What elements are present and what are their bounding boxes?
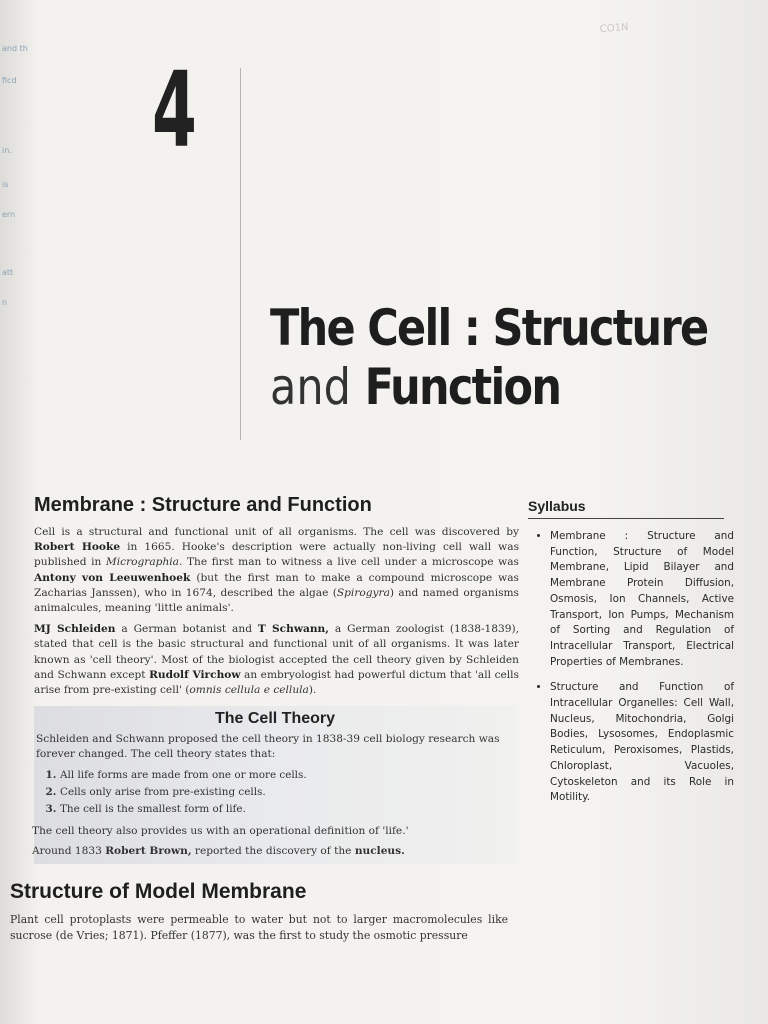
syllabus-item: • Structure and Function of Intracellular Organelles: Cell Wall, Nucleus, Mitochondria, Golgi Bodies, Lysosomes, Endoplasmic Reticulum, Peroxisomes, Plastids, Chloroplast, Vacuoles, Cytoskeleton and its Role in Motility.: [550, 680, 734, 806]
bleed-fragment: att: [2, 268, 14, 277]
cell-theory-point: 3. The cell is the smallest form of life.: [60, 801, 516, 818]
chapter-title-function: Function: [364, 357, 561, 416]
syllabus-list: [528, 529, 734, 806]
cell-theory-point: 1. All life forms are made from one or more cells.: [60, 767, 516, 784]
cell-theory-definition: The cell theory also provides us with an operational definition of 'life.': [32, 825, 409, 837]
chapter-title-line2: [270, 357, 674, 416]
model-membrane-paragraph: Plant cell protoplasts were permeable to water but not to larger macromolecules like sucrose (de Vries; 1871). Pfeffer (1877), was the first to study the osmotic pressure: [10, 913, 508, 942]
cell-theory-list: [34, 767, 516, 818]
cell-theory-point: 2. Cells only arise from pre-existing cells.: [60, 784, 516, 801]
chapter-title: [270, 299, 740, 416]
main-column: [14, 494, 520, 857]
cell-theory-heading: The Cell Theory: [214, 710, 336, 727]
faint-print-mark: CO1N: [599, 22, 629, 36]
bleed-fragment: and th: [2, 44, 28, 53]
membrane-paragraph-2: MJ Schleiden a German botanist and T Schwann, a German zoologist (1838-1839), stated that cell is the basic structural and functional unit of all organisms. It was later known as 'cell theory'. Most of the biologist accepted the cell theory given by Schleiden and Schwann except Rudolf Virchow an embryologist had powerful dictum that 'all cells arise from pre-existing cell' (omnis cellula e cellula).: [34, 623, 520, 697]
bleed-fragment: ern: [2, 210, 16, 219]
membrane-paragraph-1: Cell is a structural and functional unit of all organisms. The cell was discovered by Robert Hooke in 1665. Hooke's description were actually non-living cell wall was published in Micrographia. The first man to witness a live cell under a microscope was Antony von Leeuwenhoek (but the first man to make a compound microscope was Zacharias Janssen), who in 1674, described the algae (Spirogyra) and named organisms animalcules, meaning 'little animals'.: [34, 526, 520, 615]
syllabus-heading: Syllabus: [528, 498, 586, 514]
syllabus-rule: [528, 518, 724, 519]
chapter-title-line1: The Cell : Structure: [270, 299, 708, 357]
bleed-fragment: in.: [2, 146, 12, 155]
cell-theory-intro: Schleiden and Schwann proposed the cell theory in 1838-39 cell biology research was forever changed. The cell theory states that:: [36, 733, 500, 760]
section-heading-membrane: Membrane : Structure and Function: [34, 494, 372, 516]
bleed-through-text: [0, 40, 30, 340]
bleed-fragment: ficd: [2, 76, 17, 85]
bleed-fragment: is: [2, 180, 9, 189]
syllabus-item: • Membrane : Structure and Function, Structure of Model Membrane, Lipid Bilayer and Membrane Protein Diffusion, Osmosis, Ion Channels, Active Transport, Ion Pumps, Mechanism of Sorting and Regulation of Intracellular Transport, Electrical Properties of Membranes.: [550, 529, 734, 670]
chapter-number: 4: [152, 49, 195, 171]
chapter-divider-line: [240, 68, 241, 440]
bleed-fragment: n: [2, 298, 8, 307]
chapter-title-and: and: [270, 357, 351, 416]
syllabus-sidebar: [528, 498, 734, 816]
nucleus-discovery-note: Around 1833 Robert Brown, reported the discovery of the nucleus.: [32, 845, 405, 857]
section-heading-model-membrane: Structure of Model Membrane: [10, 880, 307, 903]
cell-theory-box: [34, 706, 516, 864]
